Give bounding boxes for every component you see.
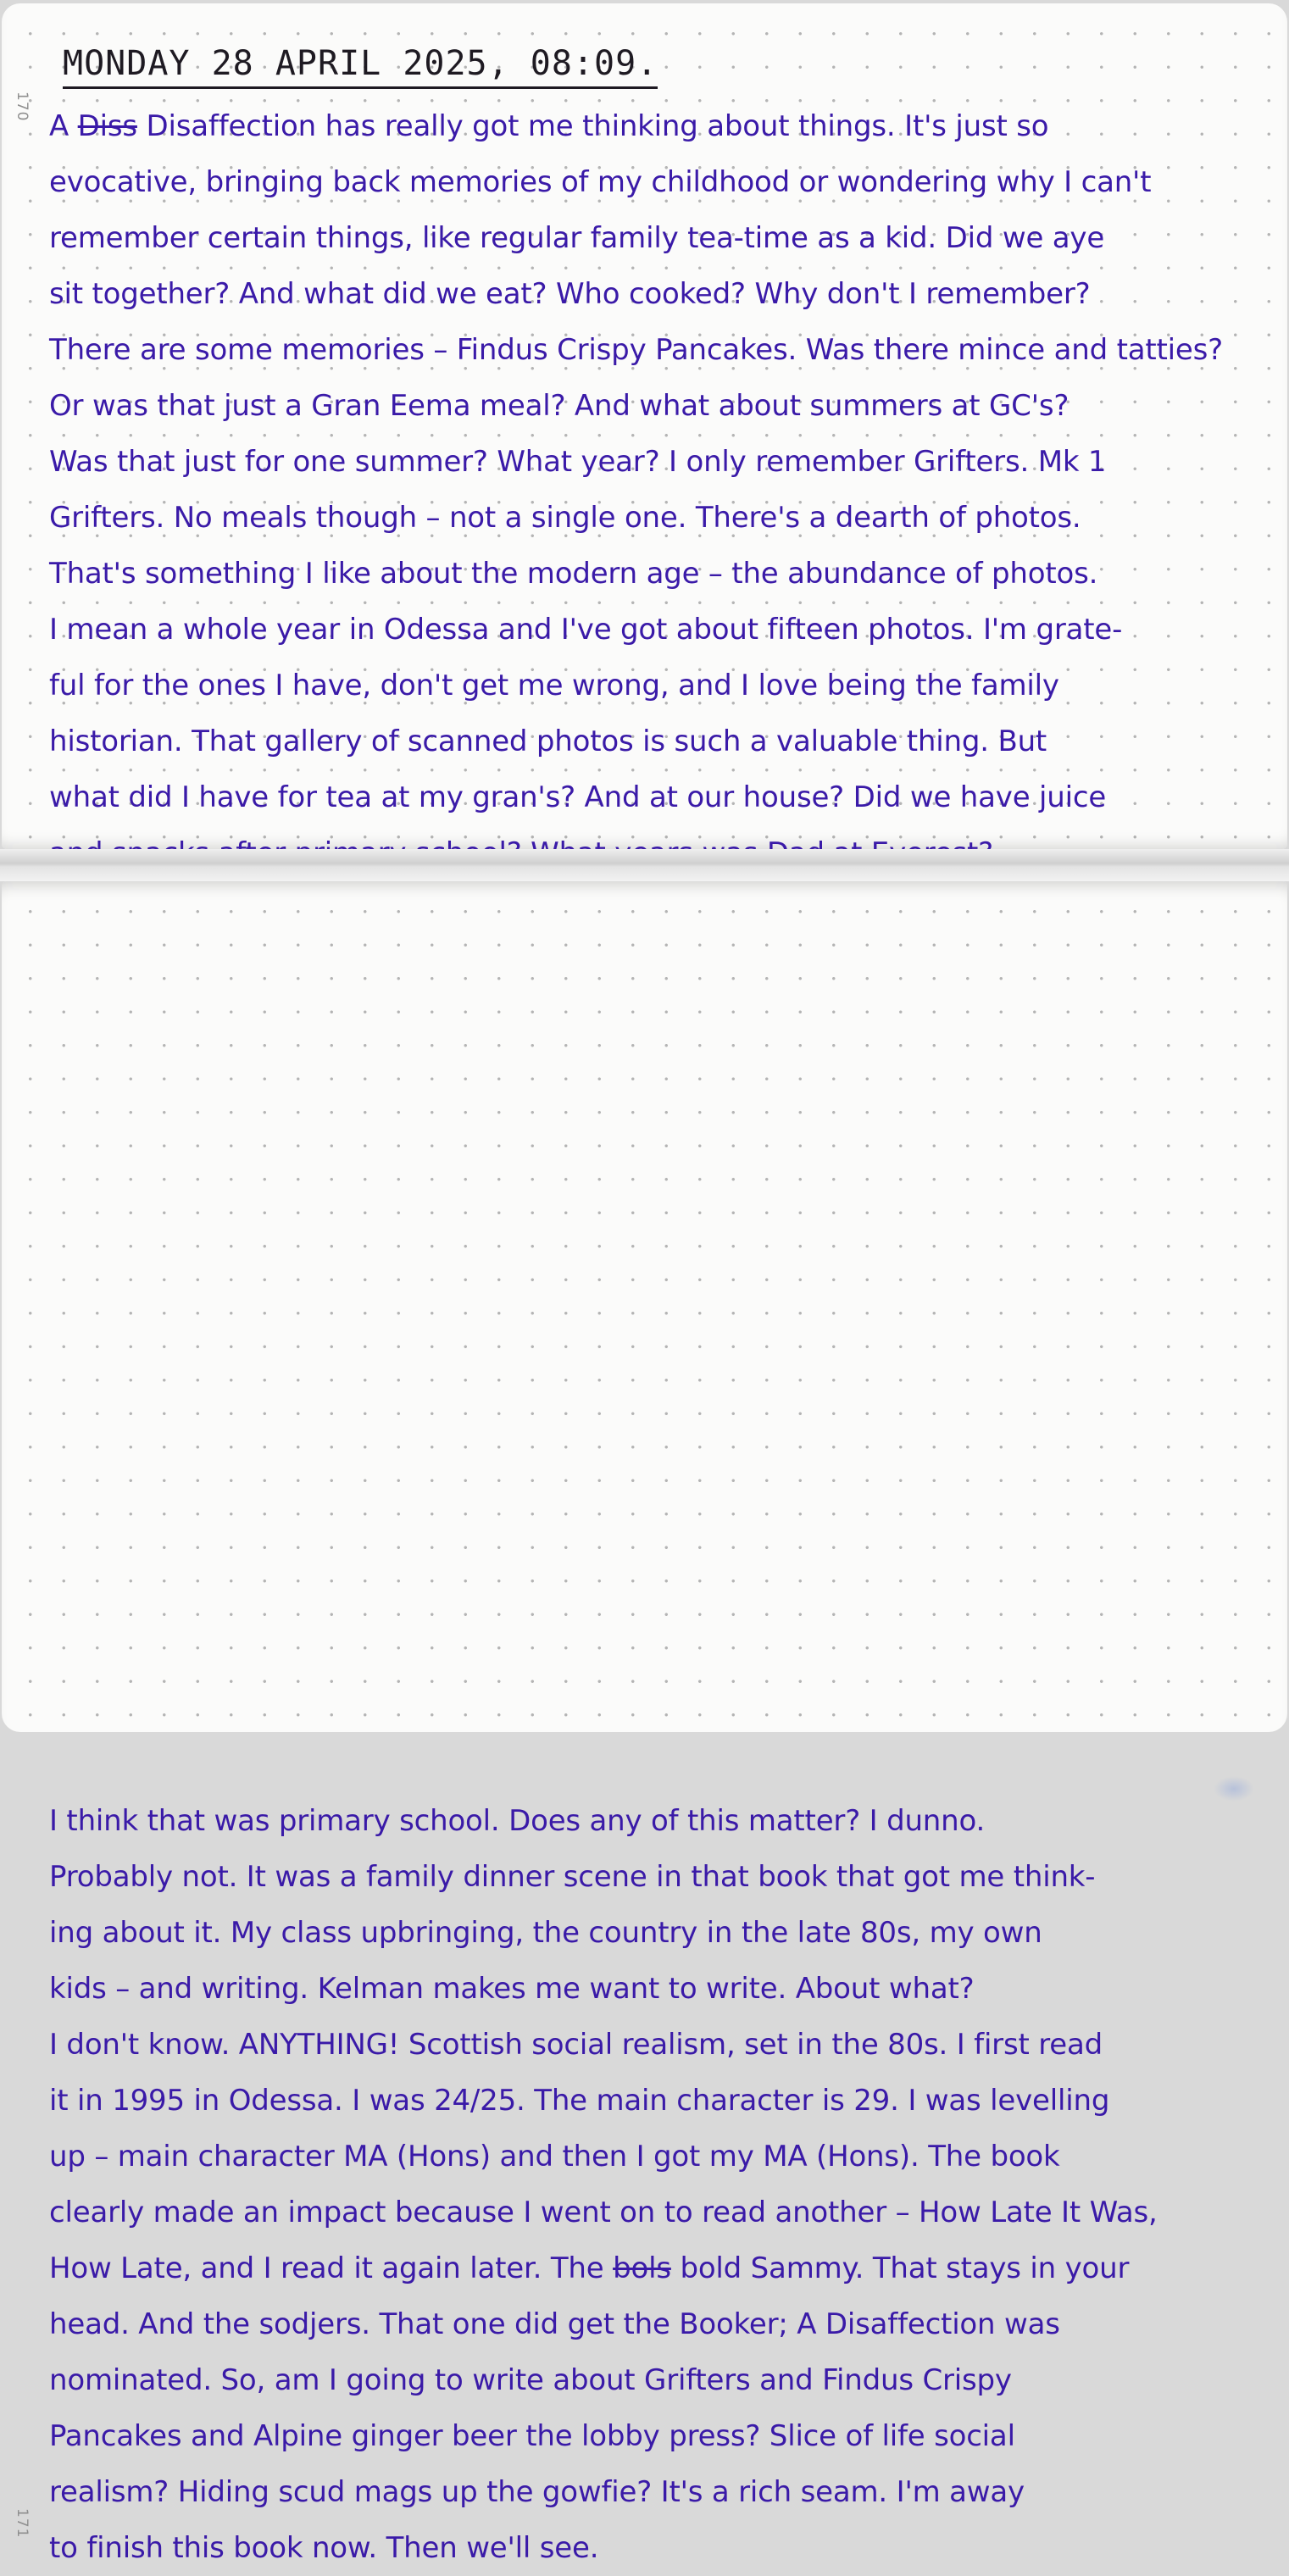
text-segment: nominated. So, am I going to write about Grifters and Findus Crispy <box>49 2363 1012 2397</box>
entry-date-heading: MONDAY 28 APRIL 2025, 08:09. <box>63 44 658 89</box>
text-line <box>49 2185 1158 2240</box>
text-segment: I mean a whole year in Odessa and I've got about fifteen photos. I'm grate- <box>49 613 1123 647</box>
text-line <box>49 2073 1158 2129</box>
text-line <box>49 1905 1158 1961</box>
text-segment: up – main character MA (Hons) and then I got my MA (Hons). The book <box>49 2140 1060 2174</box>
text-line <box>49 2352 1158 2408</box>
text-line <box>49 546 1223 602</box>
text-segment: to finish this book now. Then we'll see. <box>49 2531 599 2565</box>
text-segment: what did I have for tea at my gran's? And at our house? Did we have juice <box>49 780 1107 814</box>
text-line <box>49 378 1223 434</box>
text-line <box>49 2520 1158 2576</box>
text-segment: ing about it. My class upbringing, the country in the late 80s, my own <box>49 1916 1042 1950</box>
crossed-out-word: bols <box>613 2251 671 2285</box>
text-segment: Or was that just a Gran Eema meal? And what about summers at GC's? <box>49 389 1070 423</box>
text-line <box>49 2017 1158 2073</box>
text-segment: sit together? And what did we eat? Who cooked? Why don't I remember? <box>49 277 1091 311</box>
text-segment: historian. That gallery of scanned photos is such a valuable thing. But <box>49 724 1047 758</box>
text-line <box>49 210 1223 266</box>
text-segment: Was that just for one summer? What year? I only remember Grifters. Mk 1 <box>49 445 1107 479</box>
text-segment: There are some memories – Findus Crispy Pancakes. Was there mince and tatties? <box>49 333 1223 367</box>
text-line <box>49 434 1223 490</box>
page-number: 170 <box>14 92 31 122</box>
text-segment: Pancakes and Alpine ginger beer the lobby press? Slice of life social <box>49 2419 1015 2453</box>
text-line <box>49 1961 1158 2017</box>
text-line <box>49 713 1223 769</box>
text-line <box>49 1793 1158 1849</box>
crossed-out-word: Diss <box>77 109 137 143</box>
notebook-page-171 <box>2 881 1287 2565</box>
text-line <box>49 322 1223 378</box>
text-line <box>49 2129 1158 2185</box>
text-segment: it in 1995 in Odessa. I was 24/25. The main character is 29. I was levelling <box>49 2084 1110 2118</box>
text-line <box>49 2296 1158 2352</box>
text-segment: clearly made an impact because I went on to read another – How Late It Was, <box>49 2196 1158 2229</box>
text-segment: A <box>49 109 78 143</box>
text-segment: Disaffection has really got me thinking about things. It's just so <box>136 109 1049 143</box>
text-segment: head. And the sodjers. That one did get the Booker; A Disaffection was <box>49 2307 1060 2341</box>
text-line <box>49 98 1223 154</box>
page-gutter <box>0 849 1289 881</box>
text-line <box>49 1849 1158 1905</box>
text-line <box>49 2464 1158 2520</box>
ink-smudge <box>1214 1776 1254 1802</box>
page-number: 171 <box>14 2508 31 2539</box>
text-line <box>49 490 1223 546</box>
text-segment: bold Sammy. That stays in your <box>670 2251 1130 2285</box>
text-segment: realism? Hiding scud mags up the gowfie? It's a rich seam. I'm away <box>49 2475 1025 2509</box>
text-segment: evocative, bringing back memories of my childhood or wondering why I can't <box>49 165 1152 199</box>
text-line <box>49 769 1223 825</box>
text-segment: kids – and writing. Kelman makes me want to write. About what? <box>49 1972 975 2006</box>
text-line <box>49 602 1223 658</box>
text-segment: I think that was primary school. Does any of this matter? I dunno. <box>49 1804 986 1838</box>
journal-text-top <box>49 98 1223 881</box>
text-segment: ful for the ones I have, don't get me wrong, and I love being the family <box>49 669 1059 702</box>
text-line <box>49 2240 1158 2296</box>
text-segment: I don't know. ANYTHING! Scottish social realism, set in the 80s. I first read <box>49 2028 1103 2062</box>
text-line <box>49 154 1223 210</box>
text-line <box>49 2408 1158 2464</box>
text-line <box>49 266 1223 322</box>
text-segment: How Late, and I read it again later. The <box>49 2251 614 2285</box>
text-segment: remember certain things, like regular family tea-time as a kid. Did we aye <box>49 221 1105 255</box>
text-segment: That's something I like about the modern age – the abundance of photos. <box>49 557 1098 591</box>
text-segment: Grifters. No meals though – not a single one. There's a dearth of photos. <box>49 501 1081 535</box>
notebook-page-170 <box>2 3 1287 849</box>
text-segment: Probably not. It was a family dinner scene in that book that got me think- <box>49 1860 1096 1894</box>
journal-text-bottom <box>49 1793 1158 2576</box>
text-line <box>49 658 1223 713</box>
